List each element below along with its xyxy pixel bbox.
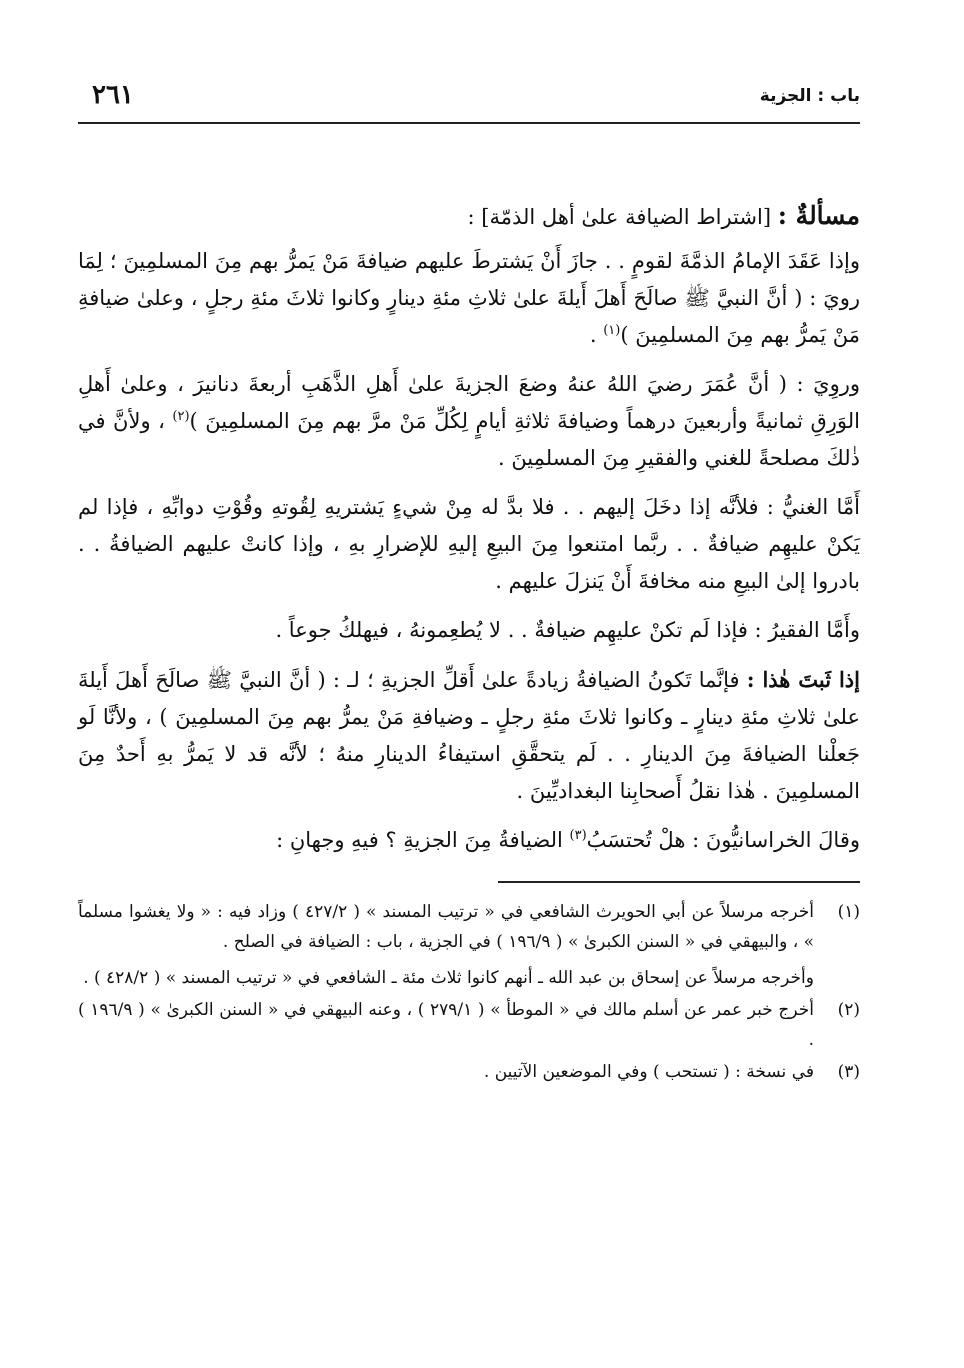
- body-paragraph: [78, 612, 860, 649]
- running-head: [78, 78, 860, 126]
- footnote: [78, 897, 860, 957]
- footnote-marker: (٣): [569, 828, 587, 843]
- issue-label: مسألةٌ :: [777, 201, 860, 230]
- paragraph-text: وقالَ الخراسانيُّونَ : هلْ تُحتسَبُ: [586, 828, 860, 852]
- footnote-marker: (١): [603, 323, 621, 338]
- footnote-text: في نسخة : ( تستحب ) وفي الموضعين الآتيين .: [483, 1062, 814, 1082]
- page-number: ٢٦١: [92, 80, 134, 110]
- paragraph-tail: .: [589, 323, 604, 347]
- paragraph-text: وروِيَ : ( أنَّ عُمَرَ رضيَ اللهُ عنهُ وضعَ الجزيةَ علىٰ أَهلِ الذَّهَبِ أربعةَ دنانيرَ ، وعلىٰ أَهلِ الوَرِقِ ثمانيةً وأربعينَ درهماً وضيافةَ ثلاثةِ أيامٍ لِكُلِّ مَنْ مرَّ بهم مِنَ المسلمِينَ ): [78, 372, 860, 433]
- paragraph-tail: ، ولأنَّ في ذٰلكَ مصلحةً للغني والفقيرِ مِنَ المسلمِينَ .: [78, 409, 860, 470]
- paragraph-text: أَمَّا الغنيُّ : فلأنَّه إذا دخَلَ إليهم . . فلا بدَّ له مِنْ شيءٍ يَشتريهِ لِقُوتهِ وقُوْتِ دوابِّهِ ، فإذا لم يَكنْ عليهِم ضيافةٌ . . ربَّما امتنعوا مِنَ البيعِ إليهِ للإضرارِ بهِ ، وإذا كانتْ عليهم الضيافةُ . . بادروا إلىٰ البيعِ منه مخافةَ أَنْ يَنزلَ عليهم .: [78, 495, 860, 593]
- footnote-text: أخرج خبر عمر عن أسلم مالك في « الموطأ » ( ٢٧٩/١ ) ، وعنه البيهقي في « السنن الكبرىٰ » ( ١٩٦/٩ ) .: [78, 1000, 815, 1050]
- header-divider: [78, 122, 860, 124]
- paragraph-text: فإنَّما تَكونُ الضيافةُ زيادةً علىٰ أَقلِّ الجزيةِ ؛ لـ : ( أنَّ النبيَّ ﷺ صالَحَ أَهلَ أَيلةَ علىٰ ثلاثِ مئةِ دينارٍ ـ وكانوا ثلاثَ مئةِ رجلٍ ـ وضيافةِ مَنْ يمرُّ بهم مِنَ المسلمِينَ ) ، ولأنَّا لَو جَعلْنا الضيافةَ مِنَ الدينارِ . . لَم يتحقَّقِ استيفاءُ الدينارِ منهُ ؛ لأنَّه قد لا يَمرُّ بهِ أَحدٌ مِنَ المسلمِينَ . هٰذا نقلُ أَصحابِنا البغداديِّينَ .: [78, 668, 860, 803]
- chapter-title: باب : الجزية: [759, 86, 860, 106]
- paragraph-lead: إذا ثَبتَ هٰذا :: [746, 667, 860, 692]
- body-paragraph: [78, 661, 860, 810]
- paragraph-text: وإذا عَقَدَ الإمامُ الذمَّةَ لقومٍ . . جازَ أَنْ يَشترطَ عليهم ضيافةَ مَنْ يَمرُّ بهم مِنَ المسلمِينَ ؛ لِمَا رويَ : ( أنَّ النبيَّ ﷺ صالَحَ أَهلَ أَيلةَ علىٰ ثلاثِ مئةِ دينارٍ وكانوا ثلاثَ مئةِ رجلٍ ، وعلىٰ ضيافةِ مَنْ يَمرُّ بهم مِنَ المسلمِينَ ): [78, 249, 861, 347]
- footnote-marker: (٢): [172, 409, 190, 424]
- body-paragraph: [78, 489, 860, 600]
- footnote-divider: [498, 881, 860, 883]
- paragraph-text: وأَمَّا الفقيرُ : فإذا لَم تكنْ عليهِم ضيافةٌ . . لا يُطعِمونهُ ، فيهلكُ جوعاً .: [275, 618, 860, 642]
- paragraph-tail: الضيافةُ مِنَ الجزيةِ ؟ فيهِ وجهانِ :: [276, 828, 570, 852]
- footnote-number: (٢): [837, 1000, 860, 1020]
- footnote: [78, 995, 860, 1055]
- footnote-number: (١): [837, 902, 860, 922]
- footnote: [78, 1057, 860, 1087]
- footnote-continuation: وأخرجه مرسلاً عن إسحاق بن عبد الله ـ أنهم كانوا ثلاث مئة ـ الشافعي في « ترتيب المسند » ( ٤٢٨/٢ ) .: [83, 968, 814, 988]
- footnote-text: أخرجه مرسلاً عن أبي الحويرث الشافعي في « ترتيب المسند » ( ٤٢٧/٢ ) وزاد فيه : « ولا يغشوا مسلماً » ، والبيهقي في « السنن الكبرىٰ » ( ١٩٦/٩ ) في الجزية ، باب : الضيافة في الصلح .: [78, 902, 814, 952]
- body-paragraph: [78, 822, 860, 859]
- issue-title: [اشتراط الضيافة علىٰ أهل الذمّة] :: [467, 205, 772, 229]
- body-paragraph: [78, 243, 860, 354]
- book-page: [78, 78, 860, 1089]
- footnote-number: (٣): [837, 1062, 860, 1082]
- issue-heading: [78, 198, 860, 235]
- body-paragraph: [78, 366, 860, 477]
